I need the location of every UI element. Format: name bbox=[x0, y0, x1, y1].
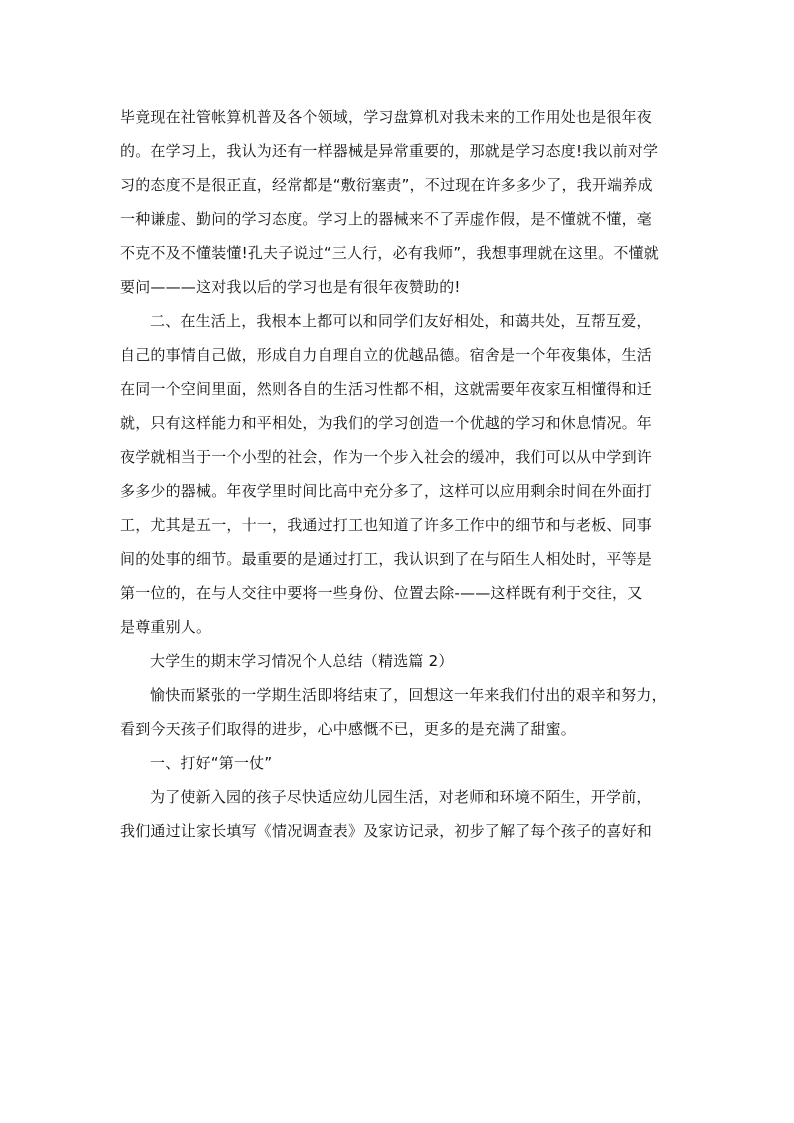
text-line: 在同一个空间里面，然则各自的生活习性都不相，这就需要年夜家互相懂得和迁 bbox=[120, 380, 653, 398]
text-line: 要问———这对我以后的学习也是有很年夜赞助的! bbox=[120, 278, 461, 296]
section-heading: 大学生的期末学习情况个人总结（精选篇 2） bbox=[150, 652, 454, 670]
text-line: 的。在学习上，我认为还有一样器械是异常重要的，那就是学习态度!我以前对学 bbox=[120, 142, 659, 160]
text-line: 是尊重别人。 bbox=[120, 618, 212, 636]
subsection-heading: 一、打好“第一仗” bbox=[150, 754, 273, 772]
text-line: 看到今天孩子们取得的进步，心中感慨不已，更多的是充满了甜蜜。 bbox=[120, 720, 577, 738]
text-line: 我们通过让家长填写《情况调查表》及家访记录，初步了解了每个孩子的喜好和 bbox=[120, 822, 653, 840]
paragraph-start-line: 为了使新入园的孩子尽快适应幼儿园生活，对老师和环境不陌生，开学前， bbox=[150, 788, 652, 806]
document-body bbox=[120, 100, 690, 848]
text-line: 工，尤其是五一，十一，我通过打工也知道了许多工作中的细节和与老板、同事 bbox=[120, 516, 653, 534]
text-line: 自己的事情自己做，形成自力自理自立的优越品德。宿舍是一个年夜集体，生活 bbox=[120, 346, 653, 364]
text-line: 习的态度不是很正直，经常都是“敷衍塞责”，不过现在许多多少了，我开端养成 bbox=[120, 176, 653, 194]
text-line: 多多少的器械。年夜学里时间比高中充分多了，这样可以应用剩余时间在外面打 bbox=[120, 482, 653, 500]
paragraph-start-line: 愉快而紧张的一学期生活即将结束了，回想这一年来我们付出的艰辛和努力， bbox=[150, 686, 667, 704]
text-line: 毕竟现在社管帐算机普及各个领域，学习盘算机对我未来的工作用处也是很年夜 bbox=[120, 108, 653, 126]
paragraph-start-line: 二、在生活上，我根本上都可以和同学们友好相处，和蔼共处，互帮互爱， bbox=[150, 312, 652, 330]
text-line: 间的处事的细节。最重要的是通过打工，我认识到了在与陌生人相处时，平等是 bbox=[120, 550, 653, 568]
text-line: 夜学就相当于一个小型的社会，作为一个步入社会的缓冲，我们可以从中学到许 bbox=[120, 448, 653, 466]
text-line: 第一位的，在与人交往中要将一些身份、位置去除-——这样既有利于交往，又 bbox=[120, 584, 643, 602]
text-line: 不克不及不懂装懂!孔夫子说过“三人行，必有我师”，我想事理就在这里。不懂就 bbox=[120, 244, 659, 262]
text-line: 一种谦虚、勤问的学习态度。学习上的器械来不了弄虚作假，是不懂就不懂，毫 bbox=[120, 210, 653, 228]
text-line: 就，只有这样能力和平相处，为我们的学习创造一个优越的学习和休息情况。年 bbox=[120, 414, 653, 432]
